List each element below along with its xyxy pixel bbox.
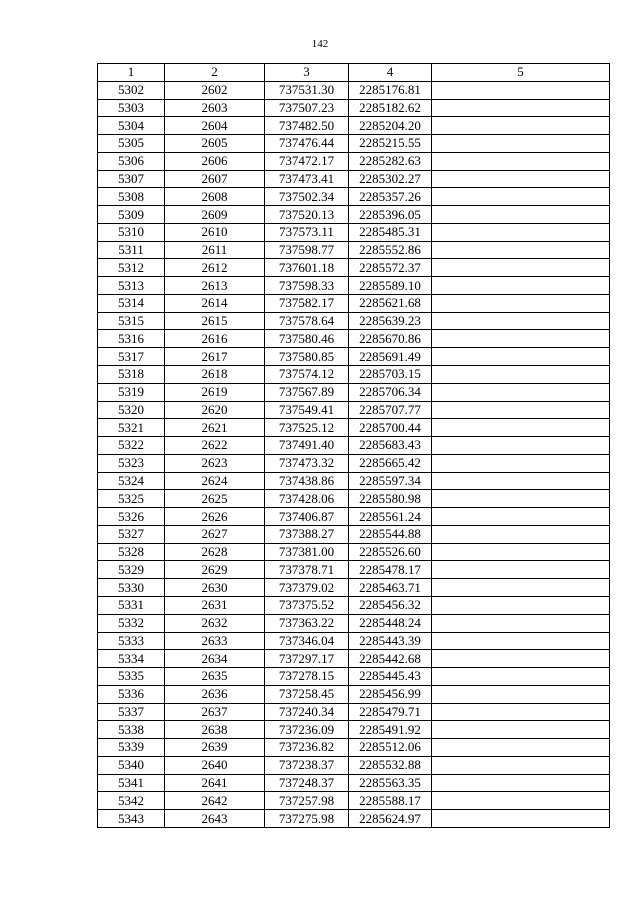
table-cell: 5315 xyxy=(98,312,165,330)
table-cell: 2285463.71 xyxy=(349,579,432,597)
table-cell: 2285512.06 xyxy=(349,739,432,757)
table-cell: 5307 xyxy=(98,170,165,188)
table-cell: 2285485.31 xyxy=(349,223,432,241)
table-cell: 5324 xyxy=(98,472,165,490)
table-cell: 2602 xyxy=(165,81,265,99)
table-cell: 2610 xyxy=(165,223,265,241)
table-cell xyxy=(432,330,610,348)
table-cell: 2285561.24 xyxy=(349,508,432,526)
coordinates-table xyxy=(97,63,610,828)
table-cell: 2621 xyxy=(165,419,265,437)
table-cell: 2285665.42 xyxy=(349,454,432,472)
table-cell: 5322 xyxy=(98,437,165,455)
table-row xyxy=(98,668,610,686)
table-row xyxy=(98,383,610,401)
table-cell: 2285491.92 xyxy=(349,721,432,739)
table-cell: 2285563.35 xyxy=(349,774,432,792)
table-cell xyxy=(432,579,610,597)
table-cell: 2633 xyxy=(165,632,265,650)
table-cell: 5336 xyxy=(98,685,165,703)
table-cell: 2285445.43 xyxy=(349,668,432,686)
table-cell: 737573.11 xyxy=(265,223,349,241)
table-cell: 2285532.88 xyxy=(349,756,432,774)
table-cell: 2285526.60 xyxy=(349,543,432,561)
table-cell: 2285621.68 xyxy=(349,294,432,312)
table-cell: 737482.50 xyxy=(265,117,349,135)
table-cell: 737525.12 xyxy=(265,419,349,437)
table-cell: 2622 xyxy=(165,437,265,455)
table-cell: 2285639.23 xyxy=(349,312,432,330)
table-cell: 737297.17 xyxy=(265,650,349,668)
table-row xyxy=(98,561,610,579)
table-row xyxy=(98,525,610,543)
table-cell: 2285544.88 xyxy=(349,525,432,543)
table-cell xyxy=(432,596,610,614)
table-cell xyxy=(432,650,610,668)
table-cell: 5303 xyxy=(98,99,165,117)
table-cell: 2627 xyxy=(165,525,265,543)
table-cell xyxy=(432,401,610,419)
table-cell xyxy=(432,543,610,561)
table-cell: 737278.15 xyxy=(265,668,349,686)
table-cell: 2285204.20 xyxy=(349,117,432,135)
table-cell xyxy=(432,170,610,188)
table-cell xyxy=(432,632,610,650)
table-cell: 2634 xyxy=(165,650,265,668)
table-row xyxy=(98,241,610,259)
table-cell: 2605 xyxy=(165,135,265,153)
table-cell: 2624 xyxy=(165,472,265,490)
table-cell: 737238.37 xyxy=(265,756,349,774)
table-cell: 737580.85 xyxy=(265,348,349,366)
table-header-row xyxy=(98,64,610,82)
table-row xyxy=(98,437,610,455)
table-cell xyxy=(432,206,610,224)
table-cell: 2285588.17 xyxy=(349,792,432,810)
table-cell: 2608 xyxy=(165,188,265,206)
table-cell: 737507.23 xyxy=(265,99,349,117)
table-cell xyxy=(432,135,610,153)
table-cell xyxy=(432,152,610,170)
table-cell xyxy=(432,312,610,330)
table-cell: 737379.02 xyxy=(265,579,349,597)
table-cell xyxy=(432,792,610,810)
table-cell: 737248.37 xyxy=(265,774,349,792)
table-cell: 5310 xyxy=(98,223,165,241)
table-cell: 5332 xyxy=(98,614,165,632)
table-cell: 5305 xyxy=(98,135,165,153)
table-cell: 5333 xyxy=(98,632,165,650)
table-row xyxy=(98,366,610,384)
table-cell: 5313 xyxy=(98,277,165,295)
table-cell: 2285624.97 xyxy=(349,810,432,828)
table-cell: 2285589.10 xyxy=(349,277,432,295)
table-cell: 5316 xyxy=(98,330,165,348)
table-row xyxy=(98,810,610,828)
table-row xyxy=(98,703,610,721)
table-cell: 737476.44 xyxy=(265,135,349,153)
table-cell: 5309 xyxy=(98,206,165,224)
table-cell: 737473.41 xyxy=(265,170,349,188)
table-cell: 5341 xyxy=(98,774,165,792)
table-row xyxy=(98,170,610,188)
table-cell: 2607 xyxy=(165,170,265,188)
table-cell: 5308 xyxy=(98,188,165,206)
table-cell: 2609 xyxy=(165,206,265,224)
table-cell xyxy=(432,277,610,295)
table-cell: 5317 xyxy=(98,348,165,366)
table-cell: 2285572.37 xyxy=(349,259,432,277)
table-cell: 737582.17 xyxy=(265,294,349,312)
column-header-3: 3 xyxy=(265,64,349,82)
table-cell: 5335 xyxy=(98,668,165,686)
table-row xyxy=(98,117,610,135)
table-cell: 2632 xyxy=(165,614,265,632)
table-cell xyxy=(432,437,610,455)
table-cell xyxy=(432,490,610,508)
table-cell: 2623 xyxy=(165,454,265,472)
table-cell: 2641 xyxy=(165,774,265,792)
table-cell: 2636 xyxy=(165,685,265,703)
table-cell: 2604 xyxy=(165,117,265,135)
table-row xyxy=(98,596,610,614)
table-cell: 737580.46 xyxy=(265,330,349,348)
table-row xyxy=(98,188,610,206)
column-header-4: 4 xyxy=(349,64,432,82)
table-cell: 5327 xyxy=(98,525,165,543)
column-header-2: 2 xyxy=(165,64,265,82)
table-cell xyxy=(432,366,610,384)
table-cell: 2285456.99 xyxy=(349,685,432,703)
table-cell: 2285478.17 xyxy=(349,561,432,579)
table-cell: 2630 xyxy=(165,579,265,597)
table-cell: 737598.77 xyxy=(265,241,349,259)
table-cell xyxy=(432,454,610,472)
table-cell: 737520.13 xyxy=(265,206,349,224)
table-row xyxy=(98,685,610,703)
table-cell xyxy=(432,472,610,490)
table-cell xyxy=(432,81,610,99)
table-cell: 2629 xyxy=(165,561,265,579)
table-cell: 2285683.43 xyxy=(349,437,432,455)
table-cell xyxy=(432,259,610,277)
table-cell: 737257.98 xyxy=(265,792,349,810)
table-cell xyxy=(432,525,610,543)
table-cell: 2612 xyxy=(165,259,265,277)
table-cell xyxy=(432,294,610,312)
table-row xyxy=(98,490,610,508)
table-cell: 5338 xyxy=(98,721,165,739)
table-cell: 2631 xyxy=(165,596,265,614)
table-cell: 737491.40 xyxy=(265,437,349,455)
table-cell xyxy=(432,614,610,632)
table-cell: 737438.86 xyxy=(265,472,349,490)
table-row xyxy=(98,721,610,739)
table-cell: 5306 xyxy=(98,152,165,170)
table-cell: 2616 xyxy=(165,330,265,348)
table-cell: 5320 xyxy=(98,401,165,419)
table-cell xyxy=(432,508,610,526)
table-cell: 2285703.15 xyxy=(349,366,432,384)
table-row xyxy=(98,81,610,99)
table-cell: 2285215.55 xyxy=(349,135,432,153)
table-row xyxy=(98,152,610,170)
table-cell: 2285442.68 xyxy=(349,650,432,668)
table-cell: 2642 xyxy=(165,792,265,810)
table-body xyxy=(98,81,610,827)
table-cell: 737275.98 xyxy=(265,810,349,828)
table-cell: 2285182.62 xyxy=(349,99,432,117)
table-row xyxy=(98,508,610,526)
table-cell: 5319 xyxy=(98,383,165,401)
table-row xyxy=(98,277,610,295)
table-cell: 737236.09 xyxy=(265,721,349,739)
table-cell xyxy=(432,99,610,117)
table-cell xyxy=(432,223,610,241)
table-cell: 737346.04 xyxy=(265,632,349,650)
table-cell: 737236.82 xyxy=(265,739,349,757)
table-cell: 2285448.24 xyxy=(349,614,432,632)
table-row xyxy=(98,774,610,792)
table-cell: 737578.64 xyxy=(265,312,349,330)
table-cell: 2285479.71 xyxy=(349,703,432,721)
table-row xyxy=(98,312,610,330)
table-row xyxy=(98,579,610,597)
table-cell: 737574.12 xyxy=(265,366,349,384)
table-cell xyxy=(432,703,610,721)
column-header-5: 5 xyxy=(432,64,610,82)
table-cell: 5334 xyxy=(98,650,165,668)
table-cell: 737473.32 xyxy=(265,454,349,472)
table-cell: 737567.89 xyxy=(265,383,349,401)
table-cell: 2613 xyxy=(165,277,265,295)
table-cell: 737601.18 xyxy=(265,259,349,277)
table-cell: 5326 xyxy=(98,508,165,526)
table-cell: 2626 xyxy=(165,508,265,526)
table-row xyxy=(98,792,610,810)
table-cell xyxy=(432,810,610,828)
table-cell: 737502.34 xyxy=(265,188,349,206)
table-cell: 5304 xyxy=(98,117,165,135)
table-cell: 2285443.39 xyxy=(349,632,432,650)
table-cell xyxy=(432,241,610,259)
table-cell: 5321 xyxy=(98,419,165,437)
table-cell: 2285456.32 xyxy=(349,596,432,614)
table-cell: 2285282.63 xyxy=(349,152,432,170)
table-cell xyxy=(432,721,610,739)
table-row xyxy=(98,330,610,348)
table-cell: 737428.06 xyxy=(265,490,349,508)
table-cell: 2617 xyxy=(165,348,265,366)
table-row xyxy=(98,614,610,632)
table-cell: 2603 xyxy=(165,99,265,117)
table-cell: 2285176.81 xyxy=(349,81,432,99)
table-row xyxy=(98,543,610,561)
table-cell xyxy=(432,756,610,774)
table-row xyxy=(98,223,610,241)
table-cell: 737378.71 xyxy=(265,561,349,579)
table-cell: 5318 xyxy=(98,366,165,384)
table-row xyxy=(98,632,610,650)
table-cell: 5311 xyxy=(98,241,165,259)
table-cell xyxy=(432,561,610,579)
table-row xyxy=(98,454,610,472)
table-cell: 2625 xyxy=(165,490,265,508)
table-cell: 2619 xyxy=(165,383,265,401)
table-row xyxy=(98,756,610,774)
table-row xyxy=(98,135,610,153)
table-cell xyxy=(432,348,610,366)
table-cell: 5337 xyxy=(98,703,165,721)
table-cell xyxy=(432,117,610,135)
table-cell: 2615 xyxy=(165,312,265,330)
table-row xyxy=(98,739,610,757)
table-cell: 5339 xyxy=(98,739,165,757)
table-cell: 737381.00 xyxy=(265,543,349,561)
table-row xyxy=(98,348,610,366)
table-row xyxy=(98,99,610,117)
table-cell: 5323 xyxy=(98,454,165,472)
table-cell: 5340 xyxy=(98,756,165,774)
table-cell: 5329 xyxy=(98,561,165,579)
table-row xyxy=(98,294,610,312)
table-cell: 2637 xyxy=(165,703,265,721)
table-cell: 2285580.98 xyxy=(349,490,432,508)
table-row xyxy=(98,419,610,437)
table-cell: 2643 xyxy=(165,810,265,828)
table-cell: 2285706.34 xyxy=(349,383,432,401)
table-cell: 2285707.77 xyxy=(349,401,432,419)
table-cell: 2285691.49 xyxy=(349,348,432,366)
table-cell: 737375.52 xyxy=(265,596,349,614)
table-cell xyxy=(432,383,610,401)
table-row xyxy=(98,259,610,277)
table-row xyxy=(98,206,610,224)
table-cell xyxy=(432,419,610,437)
table-cell: 2618 xyxy=(165,366,265,384)
table-cell: 2640 xyxy=(165,756,265,774)
table-cell: 5330 xyxy=(98,579,165,597)
table-cell: 2606 xyxy=(165,152,265,170)
table-cell: 5312 xyxy=(98,259,165,277)
table-cell: 2614 xyxy=(165,294,265,312)
table-cell: 737258.45 xyxy=(265,685,349,703)
table-cell: 5342 xyxy=(98,792,165,810)
table-cell: 2620 xyxy=(165,401,265,419)
table-row xyxy=(98,650,610,668)
table-cell: 737531.30 xyxy=(265,81,349,99)
table-cell: 2285552.86 xyxy=(349,241,432,259)
table-cell: 5331 xyxy=(98,596,165,614)
table-cell: 2638 xyxy=(165,721,265,739)
table-cell: 737240.34 xyxy=(265,703,349,721)
table-cell: 2628 xyxy=(165,543,265,561)
table-cell: 737406.87 xyxy=(265,508,349,526)
table-cell: 5325 xyxy=(98,490,165,508)
table-cell xyxy=(432,685,610,703)
table-cell: 5343 xyxy=(98,810,165,828)
table-cell: 5302 xyxy=(98,81,165,99)
table-row xyxy=(98,472,610,490)
table-cell: 2285302.27 xyxy=(349,170,432,188)
table-cell: 2285670.86 xyxy=(349,330,432,348)
table-cell xyxy=(432,188,610,206)
table-cell: 2635 xyxy=(165,668,265,686)
column-header-1: 1 xyxy=(98,64,165,82)
table-cell: 2611 xyxy=(165,241,265,259)
table-cell: 2285357.26 xyxy=(349,188,432,206)
table-cell: 2639 xyxy=(165,739,265,757)
table-cell: 737388.27 xyxy=(265,525,349,543)
table-cell xyxy=(432,668,610,686)
table-cell xyxy=(432,739,610,757)
table-cell: 2285597.34 xyxy=(349,472,432,490)
table-cell: 737472.17 xyxy=(265,152,349,170)
table-cell xyxy=(432,774,610,792)
table-cell: 2285700.44 xyxy=(349,419,432,437)
table-cell: 2285396.05 xyxy=(349,206,432,224)
page-number: 142 xyxy=(311,38,329,50)
table-cell: 737363.22 xyxy=(265,614,349,632)
table-cell: 737549.41 xyxy=(265,401,349,419)
table-cell: 737598.33 xyxy=(265,277,349,295)
table-cell: 5328 xyxy=(98,543,165,561)
table-cell: 5314 xyxy=(98,294,165,312)
table-row xyxy=(98,401,610,419)
